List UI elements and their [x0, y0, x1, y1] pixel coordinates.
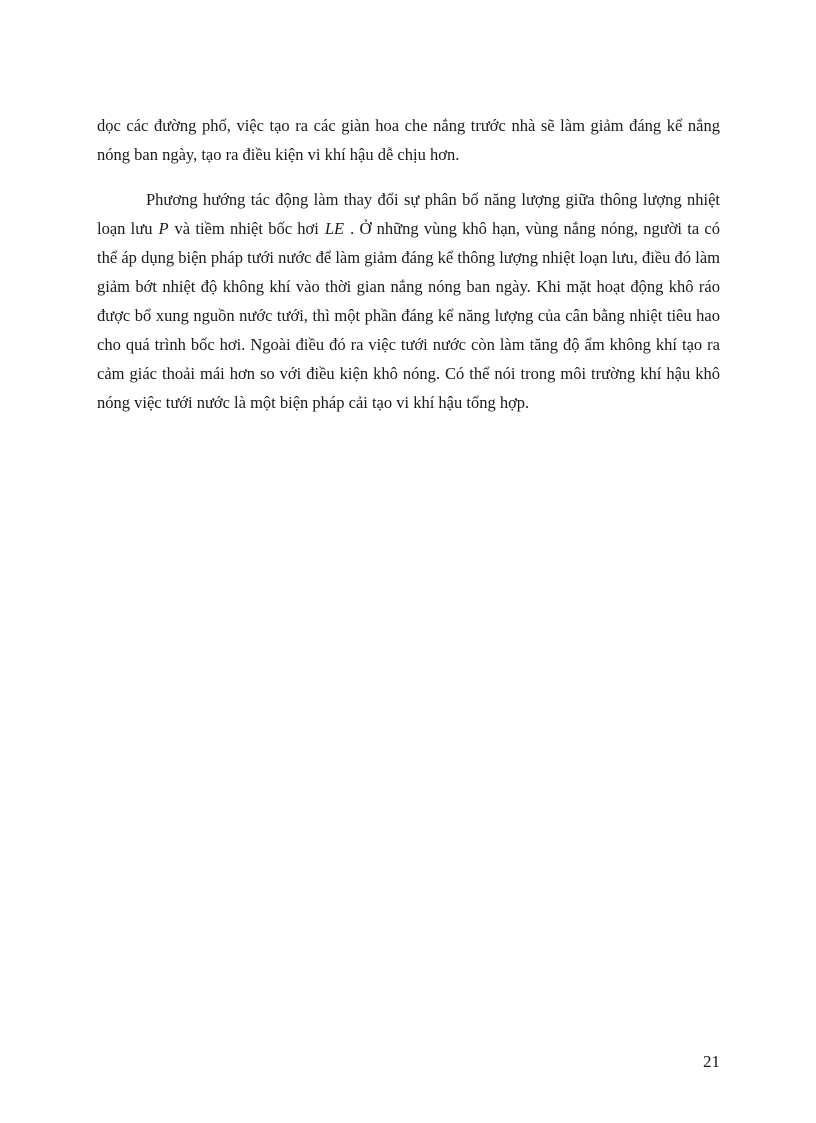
body-text — [97, 111, 720, 417]
paragraph-text-part-2: và tiềm nhiệt bốc hơi — [174, 219, 319, 238]
paragraph-text-part-3: . Ở những vùng khô hạn, vùng nắng nóng, người ta có thể áp dụng biện pháp tưới nước để làm giảm đáng kể thông lượng nhiệt loạn lưu, điều đó làm giảm bớt nhiệt độ không khí vào thời gian nắng nóng ban ngày. Khi mặt hoạt động khô ráo được bổ xung nguồn nước tưới, thì một phần đáng kể năng lượng của cân bằng nhiệt tiêu hao cho quá trình bốc hơi. Ngoài điều đó ra việc tưới nước còn làm tăng độ ẩm không khí tạo ra cảm giác thoải mái hơn so với điều kiện khô nóng. Có thể nói trong môi trường khí hậu khô nóng việc tưới nước là một biện pháp cải tạo vi khí hậu tổng hợp. — [97, 219, 721, 412]
paragraph-continuation: dọc các đường phố, việc tạo ra các giàn hoa che nắng trước nhà sẽ làm giảm đáng kể nắng nóng ban ngày, tạo ra điều kiện vi khí hậu dễ chịu hơn. — [97, 116, 720, 164]
variable-p: P — [158, 219, 169, 238]
variable-le: LE — [324, 219, 345, 238]
page-number: 21 — [703, 1052, 720, 1071]
paragraph-text-part-1: Phương hướng tác động làm thay đổi sự phân bố năng lượng giữa thông lượng nhiệt loạn lưu — [97, 190, 720, 238]
paragraph-energy-distribution — [97, 185, 720, 417]
